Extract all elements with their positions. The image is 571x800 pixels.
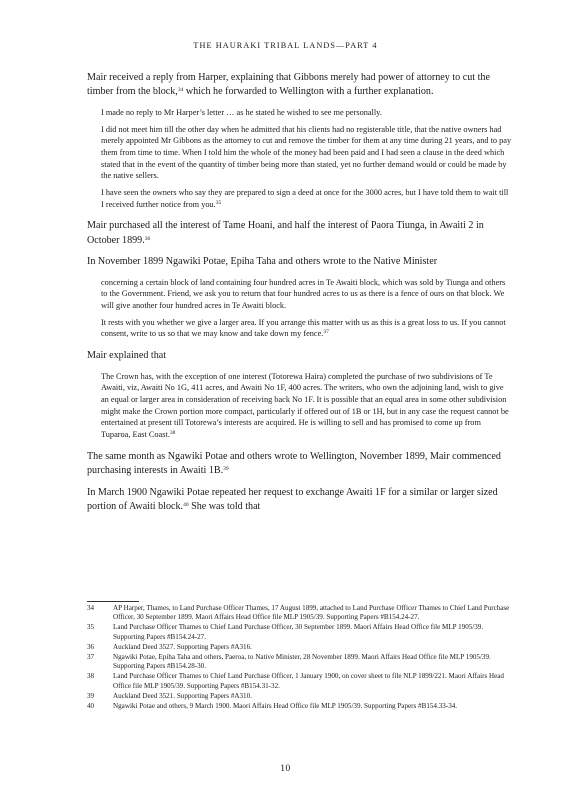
block-quote: [101, 124, 512, 183]
paragraph: [87, 349, 512, 363]
footnote-text: Ngawiki Potae, Epiha Taha and others, Paeroa, to Native Minister, 28 November 1899. Maori Affairs Head Office file MLP 1905/39. Supporting Papers #B154.28-30.: [113, 653, 491, 671]
text-run: She was told that: [188, 501, 261, 513]
main-text: [87, 71, 512, 521]
footnote-ref: 36: [144, 235, 151, 242]
text-run: Mair received a reply from Harper, explaining that Gibbons merely had power of attorney to cut the timber from the block,: [87, 72, 490, 98]
footnote-number: 35: [87, 623, 95, 632]
footnote-number: 39: [87, 691, 95, 700]
block-quote: [101, 277, 512, 312]
footnote-ref: 34: [177, 87, 184, 94]
text-run: The Crown has, with the exception of one interest (Totorewa Haira) completed the purchase of two subdivisions of Te Awaiti, viz, Awaiti No 1G, 411 acres, and Awaiti No 1F, 400 acres. The writers, who own the adjoining land, wish to give an equal or larger area in consideration of receiving back No 1F. It is possible that an equal area in some other subdivision might make the Crown portion more compact, particularly if offered out of 1B or 1H, but in any case the request cannot be entertained at present till Totorewa’s interests are acquired. He is willing to sell and has promised to come up from Tuparoa, East Coast.: [101, 371, 509, 440]
text-run: I have seen the owners who say they are prepared to sign a deed at once for the 3000 acres, but I have told them to wait till I received further notice from you.: [101, 188, 509, 209]
text-run: In November 1899 Ngawiki Potae, Epiha Taha and others wrote to the Native Minister: [87, 256, 438, 268]
text-run: It rests with you whether we give a larger area. If you arrange this matter with us as this is a great loss to us. If you cannot consent, write to us so that we may know and take down my fence.: [101, 317, 506, 339]
footnote-text: Land Purchase Officer Thames to Chief Land Purchase Officer, 30 September 1899. Maori Affairs Head Office file MLP 1905/39. Supporting Papers #B154.24-27.: [113, 623, 484, 641]
footnote: [87, 672, 512, 690]
footnote-ref: 37: [323, 329, 329, 336]
text-run: I made no reply to Mr Harper’s letter … as he stated he wished to see me personally.: [101, 107, 382, 117]
footnotes: [87, 604, 512, 712]
paragraph: [87, 450, 512, 479]
footnote: [87, 643, 512, 652]
footnote-text: AP Harper, Thames, to Land Purchase Officer Thames, 17 August 1899, attached to Land Purchase Officer Thames to Chief Land Purchase Officer, 30 September 1899. Maori Affairs Head Office file MLP 1905/39. Supporting Papers #B154.24-27.: [113, 604, 510, 622]
footnote-number: 40: [87, 702, 95, 711]
paragraph: [87, 71, 512, 100]
running-header: THE HAURAKI TRIBAL LANDS—PART 4: [193, 41, 378, 50]
footnote-ref: 39: [223, 466, 229, 473]
footnote-text: Auckland Deed 3521. Supporting Papers #A310.: [113, 691, 252, 700]
text-run: The same month as Ngawiki Potae and others wrote to Wellington, November 1899, Mair commenced purchasing interests in Awaiti 1B.: [87, 450, 501, 477]
footnote-ref: 35: [215, 199, 222, 206]
paragraph: [87, 486, 512, 515]
page-number: 10: [280, 764, 291, 774]
footnote-text: Ngawiki Potae and others, 9 March 1900. Maori Affairs Head Office file MLP 1905/39. Supporting Papers #B154.33-34.: [113, 702, 458, 711]
text-run: Mair explained that: [87, 350, 167, 362]
paragraph: [87, 219, 512, 248]
footnote: [87, 702, 512, 711]
block-quote: [101, 187, 512, 210]
footnote-ref: 38: [169, 430, 176, 437]
footnote-number: 34: [87, 604, 95, 612]
footnote: [87, 623, 512, 641]
footnote-text: Auckland Deed 3527. Supporting Papers #A316.: [113, 642, 252, 651]
footnote-number: 37: [87, 653, 95, 662]
text-run: In March 1900 Ngawiki Potae repeated her request to exchange Awaiti 1F for a similar or larger sized portion of Awaiti block.: [87, 486, 498, 513]
block-quote: [101, 371, 512, 441]
footnote-divider: [87, 601, 139, 602]
text-run: I did not meet him till the other day when he admitted that his clients had no registerable title, that the native owners had merely appointed Mr Gibbons as the attorney to cut and remove the timber for them at any time during 21 years, and to pay them from time to time. When I told him the whole of the money had been paid and I had seen a clause in the deed which stated that in the event of the quantity of timber being more than stated, yet no further demand would or could be made by the native sellers.: [101, 124, 512, 181]
block-quote: [101, 317, 512, 340]
footnote: [87, 604, 512, 622]
footnote-ref: 40: [183, 502, 189, 509]
footnote: [87, 653, 512, 671]
footnote-number: 38: [87, 672, 95, 681]
block-quote: [101, 107, 512, 119]
paragraph: [87, 255, 512, 269]
footnote: [87, 692, 512, 701]
footnote-text: Land Purchase Officer Thames to Chief Land Purchase Officer, 1 January 1900, on cover sheet to file NLP 1899/221. Maori Affairs Head Office file MLP 1905/39. Supporting Papers #B154.31-32.: [113, 672, 504, 690]
text-run: concerning a certain block of land containing four hundred acres in Te Awaiti block, which was sold by Tiunga and others to the Government. Friend, we ask you to return that four hundred acres to us as there is a fence of ours on that block. We will give another four hundred acres in Te Awaiti block.: [101, 277, 506, 311]
text-run: Mair purchased all the interest of Tame Hoani, and half the interest of Paora Tiunga, in Awaiti 2 in October 1899.: [87, 220, 484, 246]
footnote-number: 36: [87, 642, 95, 651]
text-run: which he forwarded to Wellington with a further explanation.: [183, 86, 434, 98]
